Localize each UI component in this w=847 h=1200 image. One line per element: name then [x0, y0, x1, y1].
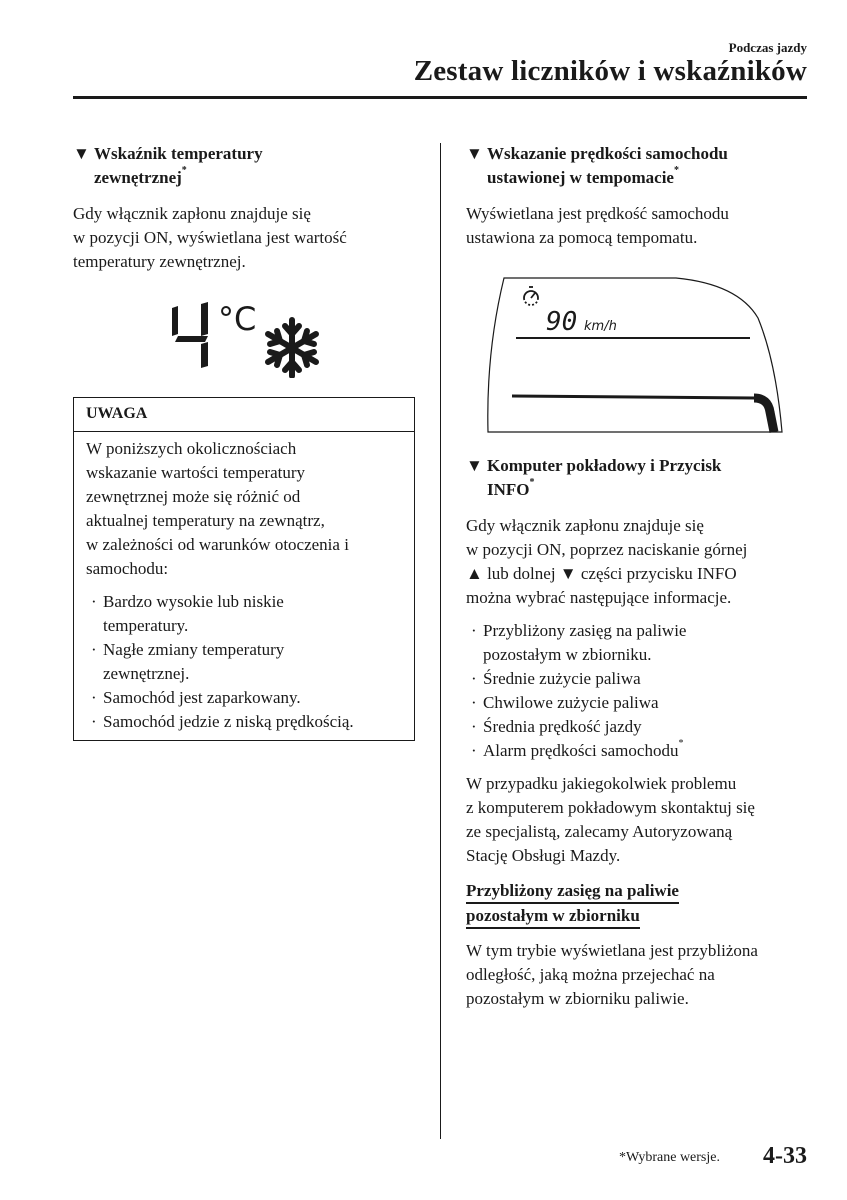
section-triangle-icon: ▼: [466, 456, 483, 475]
list-item: · Alarm prędkości samochodu*: [466, 739, 811, 763]
list-item: · Samochód jest zaparkowany.: [86, 686, 404, 710]
list-item: · Nagłe zmiany temperatury zewnętrznej.: [86, 638, 404, 686]
right-column-top: [466, 142, 811, 250]
right-column-bottom: [466, 454, 811, 1011]
cruise-control-icon: [524, 287, 538, 305]
header-rule: [73, 96, 807, 99]
section-label: Podczas jazdy: [728, 40, 807, 55]
section-triangle-icon: ▼: [466, 144, 483, 163]
temperature-display: [168, 294, 328, 378]
trip-computer-paragraph: Gdy włącznik zapłonu znajduje się w pozycji ON, poprzez naciskanie górnej ▲ lub dolnej ▼ części przycisku INFO można wybrać następujące informacje.: [466, 516, 748, 607]
section-triangle-icon: ▼: [73, 144, 90, 163]
trip-computer-bullet-list: [466, 619, 811, 763]
note-body: [74, 432, 414, 734]
list-item: · Średnie zużycie paliwa: [466, 667, 811, 691]
trip-computer-heading: ▼ Komputer pokładowy i Przycisk INFO*: [466, 454, 811, 502]
footnote: *Wybrane wersje.: [618, 1150, 720, 1165]
note-title: UWAGA: [74, 398, 414, 432]
cruise-speed-paragraph: Wyświetlana jest prędkość samochodu ustawiona za pomocą tempomatu.: [466, 204, 729, 247]
column-divider: [440, 143, 441, 1139]
left-column: [73, 142, 418, 274]
list-item: · Samochód jedzie z niską prędkością.: [86, 710, 404, 734]
cruise-speed-value: 90: [546, 307, 578, 337]
cruise-speed-unit: km/h: [584, 319, 617, 334]
note-paragraph: W poniższych okolicznościach wskazanie wartości temperatury zewnętrznej może się różnić od aktualnej temperatury na zewnątrz, w zależności od warunków otoczenia i samochodu:: [86, 439, 349, 578]
cruise-speed-display: [476, 272, 788, 438]
problem-paragraph: W przypadku jakiegokolwiek problemu z komputerem pokładowym skontaktuj się ze specjalistą, zalecamy Autoryzowaną Stację Obsługi Mazdy.: [466, 774, 755, 865]
list-item: · Bardzo wysokie lub niskie temperatury.: [86, 590, 404, 638]
page-number: 4-33: [763, 1143, 807, 1169]
range-subheading: Przybliżony zasięg na paliwie pozostałym w zbiorniku: [466, 879, 811, 929]
temp-unit-label: °C: [218, 300, 257, 338]
list-item: · Przybliżony zasięg na paliwie pozostałym w zbiorniku.: [466, 619, 811, 667]
snowflake-icon: [268, 320, 316, 376]
page-title: Zestaw liczników i wskaźników: [413, 55, 807, 87]
list-item: · Średnia prędkość jazdy: [466, 715, 811, 739]
temperature-display-graphic: [168, 294, 328, 378]
note-box: [73, 397, 415, 741]
cruise-display-graphic: [476, 272, 788, 438]
cruise-speed-heading: ▼ Wskazanie prędkości samochodu ustawionej w tempomacie*: [466, 142, 811, 190]
note-bullet-list: [86, 590, 404, 734]
outside-temp-paragraph: Gdy włącznik zapłonu znajduje się w pozycji ON, wyświetlana jest wartość temperatury zewnętrznej.: [73, 204, 347, 271]
list-item: · Chwilowe zużycie paliwa: [466, 691, 811, 715]
outside-temp-heading: ▼ Wskaźnik temperatury zewnętrznej*: [73, 142, 418, 190]
range-paragraph: W tym trybie wyświetlana jest przybliżona odległość, jaką można przejechać na pozostałym w zbiorniku paliwie.: [466, 941, 758, 1008]
